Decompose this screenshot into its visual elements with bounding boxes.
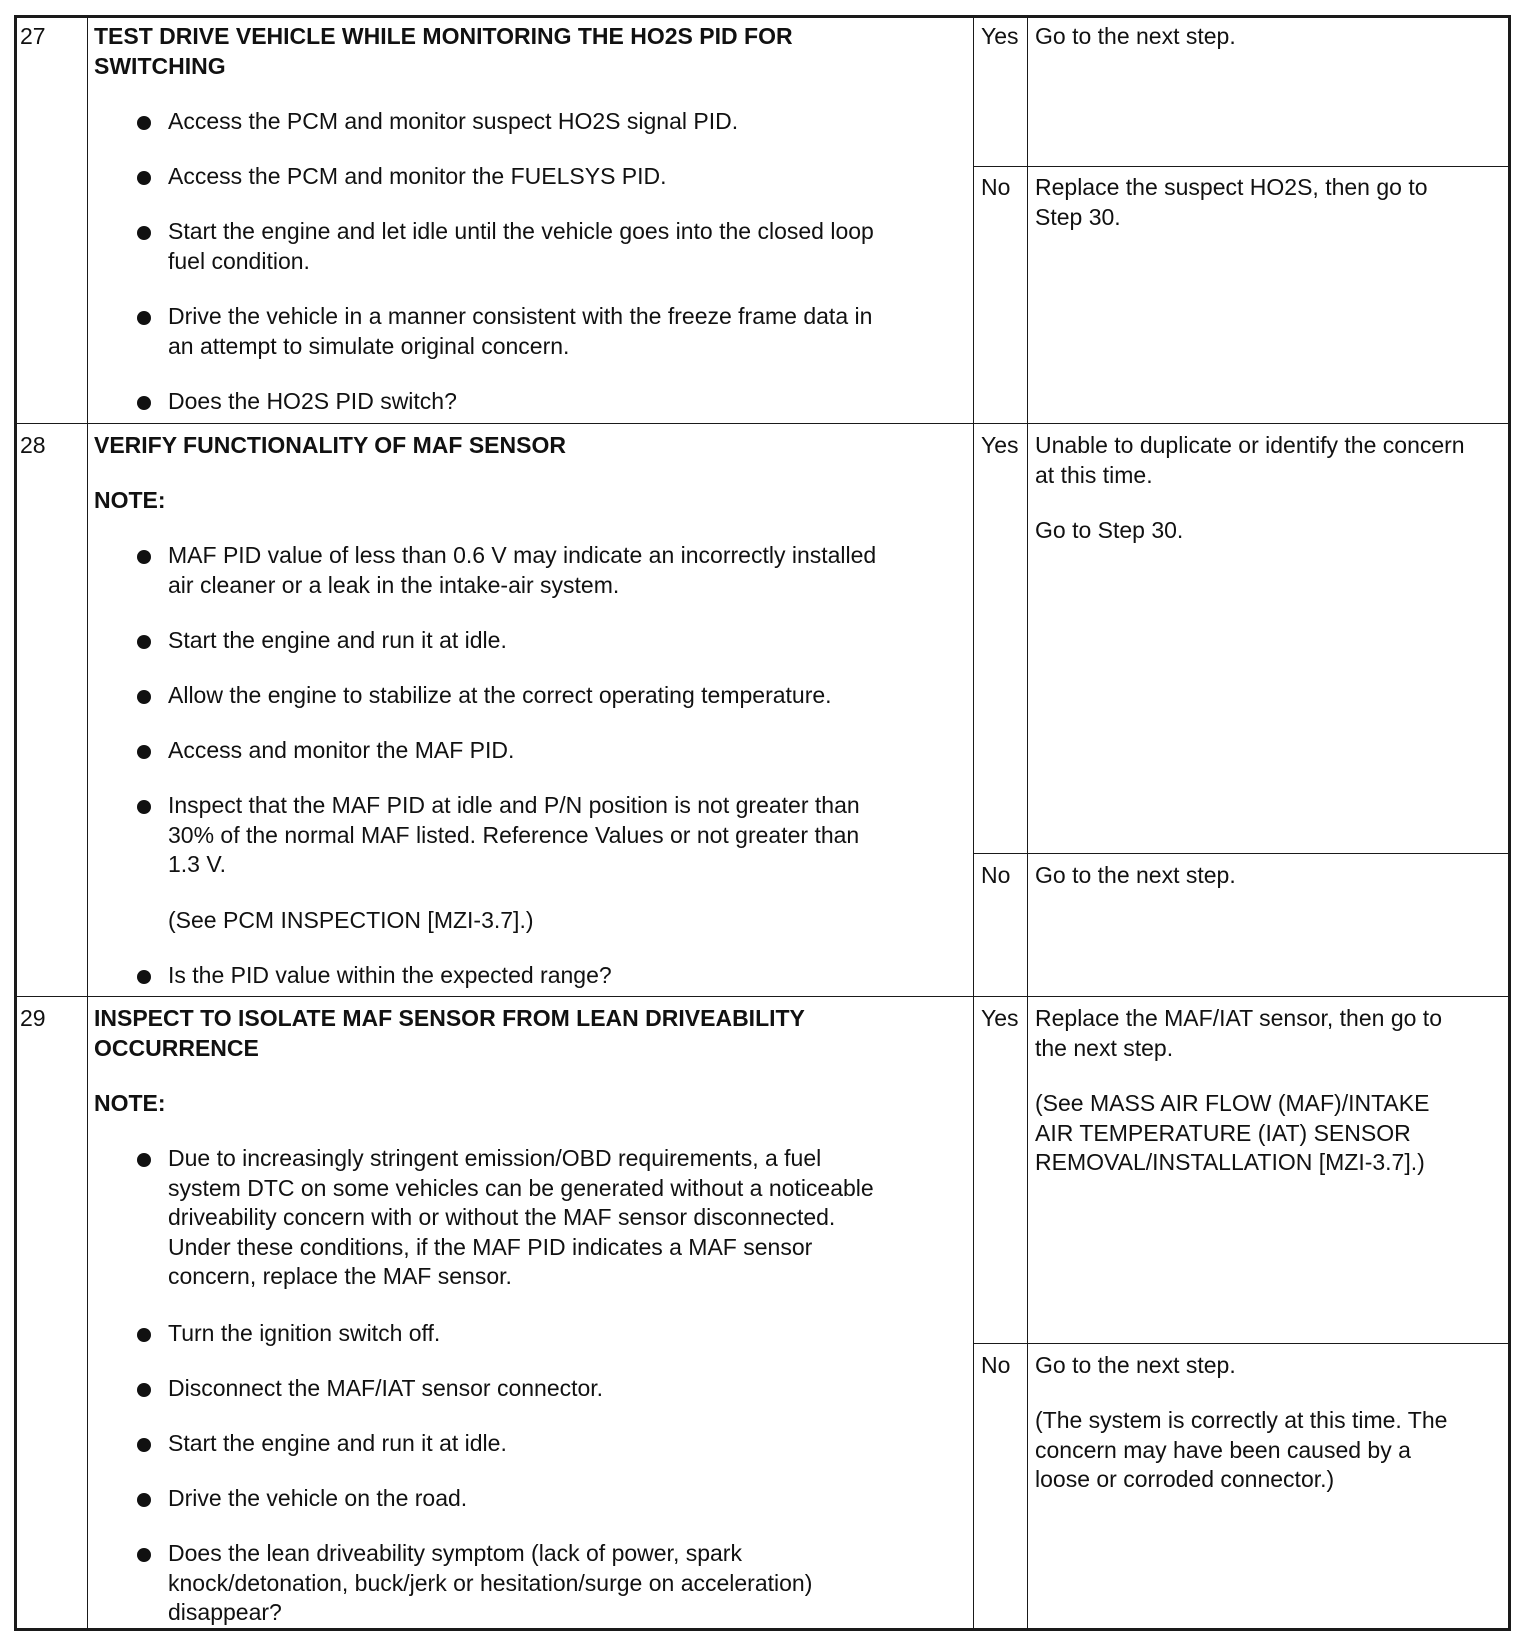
column-divider-step [87, 17, 88, 1629]
yes-action: Unable to duplicate or identify the concern at this time. [1035, 432, 1465, 488]
list-item: Allow the engine to stabilize at the correct operating temperature. [168, 682, 832, 708]
list-item: Does the HO2S PID switch? [168, 388, 457, 414]
list-item: Access the PCM and monitor the FUELSYS PID. [168, 163, 667, 189]
bullet-icon [137, 745, 151, 759]
bullet-icon [137, 1383, 151, 1397]
bullet-icon [137, 396, 151, 410]
bullet-icon [137, 550, 151, 564]
list-item: MAF PID value of less than 0.6 V may indicate an incorrectly installed air cleaner or a leak in the intake-air system. [168, 542, 877, 598]
list-item: Is the PID value within the expected range? [168, 962, 612, 988]
bullet-icon [137, 800, 151, 814]
bullet-icon [137, 1438, 151, 1452]
list-item: Access and monitor the MAF PID. [168, 737, 515, 763]
yes-action-detail: Go to Step 30. [1035, 517, 1184, 543]
no-label: No [981, 862, 1011, 888]
bullet-icon [137, 311, 151, 325]
list-item: Start the engine and let idle until the vehicle goes into the closed loop fuel condition. [168, 218, 874, 274]
list-item: Does the lean driveability symptom (lack of power, spark knock/detonation, buck/jerk or hesitation/surge on acceleration) disappear? [168, 1540, 813, 1625]
no-action: Replace the suspect HO2S, then go to Step 30. [1035, 174, 1428, 230]
step-title: TEST DRIVE VEHICLE WHILE MONITORING THE HO2S PID FOR SWITCHING [94, 23, 793, 79]
bullet-icon [137, 116, 151, 130]
step-title: INSPECT TO ISOLATE MAF SENSOR FROM LEAN DRIVEABILITY OCCURRENCE [94, 1005, 805, 1061]
bullet-icon [137, 1328, 151, 1342]
row-divider-28-29 [17, 996, 1508, 997]
yes-label: Yes [981, 432, 1019, 458]
yes-no-divider-29 [973, 1343, 1508, 1344]
bullet-icon [137, 171, 151, 185]
no-action: Go to the next step. [1035, 862, 1236, 888]
no-label: No [981, 1352, 1011, 1378]
yes-no-divider-28 [973, 853, 1508, 854]
bullet-icon [137, 1153, 151, 1167]
step-title: VERIFY FUNCTIONALITY OF MAF SENSOR [94, 432, 566, 458]
row-divider-27-28 [17, 423, 1508, 424]
yes-label: Yes [981, 1005, 1019, 1031]
bullet-icon [137, 690, 151, 704]
no-action: Go to the next step. [1035, 1352, 1236, 1378]
note-label: NOTE: [94, 1090, 166, 1116]
bullet-icon [137, 635, 151, 649]
list-item: Access the PCM and monitor suspect HO2S signal PID. [168, 108, 739, 134]
note-label: NOTE: [94, 487, 166, 513]
list-item: Start the engine and run it at idle. [168, 1430, 507, 1456]
yes-no-divider-27 [973, 166, 1508, 167]
no-action-detail: (The system is correctly at this time. The concern may have been caused by a loose or corroded connector.) [1035, 1407, 1448, 1492]
step-number: 27 [20, 23, 46, 49]
list-item: Inspect that the MAF PID at idle and P/N position is not greater than 30% of the normal MAF listed. Reference Values or not greater than 1.3 V. [168, 792, 860, 877]
step-number: 28 [20, 432, 46, 458]
bullet-icon [137, 1548, 151, 1562]
column-divider-action [973, 17, 974, 1629]
list-item: Start the engine and run it at idle. [168, 627, 507, 653]
reference-text: (See PCM INSPECTION [MZI-3.7].) [168, 907, 534, 933]
yes-action: Go to the next step. [1035, 23, 1236, 49]
bullet-icon [137, 970, 151, 984]
list-item: Due to increasingly stringent emission/OBD requirements, a fuel system DTC on some vehicles can be generated without a noticeable driveability concern with or without the MAF sensor disconnected. Under these conditions, if the MAF PID indicates a MAF sensor concern, replace the MAF sensor. [168, 1145, 874, 1289]
list-item: Disconnect the MAF/IAT sensor connector. [168, 1375, 604, 1401]
yes-action: Replace the MAF/IAT sensor, then go to the next step. [1035, 1005, 1442, 1061]
yes-action-detail: (See MASS AIR FLOW (MAF)/INTAKE AIR TEMPERATURE (IAT) SENSOR REMOVAL/INSTALLATION [MZI-3.7].) [1035, 1090, 1430, 1175]
step-number: 29 [20, 1005, 46, 1031]
bullet-icon [137, 1493, 151, 1507]
list-item: Drive the vehicle in a manner consistent with the freeze frame data in an attempt to simulate original concern. [168, 303, 873, 359]
no-label: No [981, 174, 1011, 200]
list-item: Turn the ignition switch off. [168, 1320, 441, 1346]
yes-label: Yes [981, 23, 1019, 49]
bullet-icon [137, 226, 151, 240]
list-item: Drive the vehicle on the road. [168, 1485, 468, 1511]
column-divider-result [1027, 17, 1028, 1629]
